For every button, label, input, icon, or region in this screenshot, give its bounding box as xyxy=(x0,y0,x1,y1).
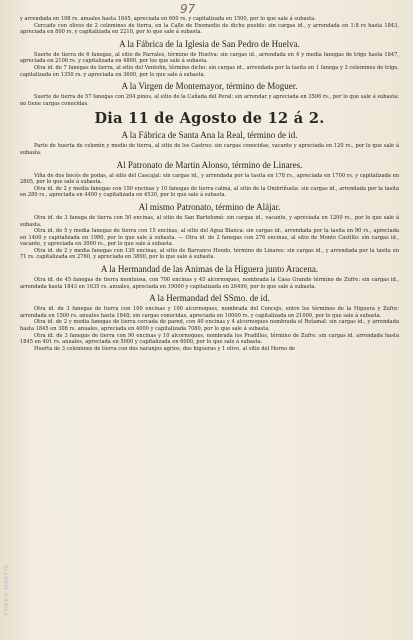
paragraph: Cercado con olivos de 2 celemines de tierra, en la Calle de Ensmedio de dicho pueblo: sin cargas id., y arrendada en 1:8 rs hasta 1843, apreciada en 800 rs. y capitalizada en 2210, por lo que sale á subasta. xyxy=(20,22,399,36)
paragraph: Otra id. de 2 y media fanegas con 150 encinas y 10 fanegas de tierra calma, al sitio de la Ombriñuela: sin cargas id., arrendada por la tasita en 280 rs., apreciada en 4400 y capitalizada en 4530, por lo que sale á subasta. xyxy=(20,185,399,199)
section-heading: A la Hermandad del SSmo. de id. xyxy=(149,293,270,304)
paragraph: Suerte de tierra de 57 fanegas con 204 pinos, al sitio de la Cañada del Peral: sin arrendar y apreciada en 3506 rs., por lo que sale á subasta: no tiene cargas conocidas. xyxy=(20,94,399,107)
paragraph: Otra id. de 45 fanegas de tierra montuosa, con 700 encinas y 45 alcornoques, nombrada la Casa Grande término de Zufre: sin cargas id., arrendada hasta 1843 en 1635 rs. anuales, apreciada en 19000 y capitalizada en 26490, por lo que sale á subasta. xyxy=(20,277,399,290)
paragraph: y arrendada en 108 rs. anuales hasta 1845, apreciada en 600 rs. y capitalizada en 1500, por lo que sale á subasta. xyxy=(20,16,316,22)
paragraph: Otra id. de 2 y media fanegas con 130 encinas, al sitio de Barranco Hondo, término de Linares: sin cargas id., y arrendada por la tasita en 71 rs. capitalizada en 2760, y apreciada en 3800, por lo que sale á subasta. xyxy=(20,247,399,261)
paragraph: Otra id. de 3 fanega de tierra con 50 encinas, al sitio de San Bartolomé: sin cargas id., vacante, y apreciada en 1200 rs., por lo que sale á subasta. xyxy=(20,214,399,228)
paragraph: Otra id. de 5 y media fanegas de tierra con 15 encinas, al sitio del Agua Blanca: sin cargas id., arrendada por la tasita en 90 rs., apreciada en 1400 y capitalizada en 1980, por lo que sale á subasta. — Otra id. de 2 fanegas con 276 encinas, al sitio de Monte Castillo: sin cargas id., vacante, y apreciada en 3000 rs., por lo que sale á subasta. xyxy=(20,228,399,248)
date-heading: Dia 11 de Agosto de 12 á 2. xyxy=(94,110,325,128)
section-heading: Al Patronato de Martin Alonso, término de Linares. xyxy=(116,159,303,170)
folio-number: 97 xyxy=(180,2,196,16)
section-heading: A la Virgen de Montemayor, término de Moguer. xyxy=(121,81,298,92)
archive-stamp: FONDO MARTIN xyxy=(4,563,10,615)
paragraph: Huerta de 3 celemines de tierra con dos naranjos agrios, dos higueras y 1 olivo, al sitio del Horno de xyxy=(34,345,296,352)
paragraph: Otra id. de 7 fanegas de tierra, al sitio del Ventolin, término dicho: sin cargas id., arrendada por la tasita en 1 fanega y 3 celemines de trigo, capitalizada en 1350 rs. y apreciada en 3600, por lo que sale á subasta. xyxy=(20,64,399,78)
section-heading: Al mismo Patronato, término de Alájar. xyxy=(138,201,281,212)
paragraph: Otra id. de 3 fanegas de tierra con 90 encinas y 10 alcornoques, nombrada los Pradillos, término de Zufre: sin cargas id. arrendada hasta 1845 en 401 rs. anuales, apreciada en 5000 y capitalizada en 6000, por lo que sale á subasta. xyxy=(20,332,399,346)
paragraph: Otra id. de 3 fanegas de tierra con 100 encinas y 100 alcornoques, nombrada del Concejo, entre los términos de la Higuera y Zufre: arrendada en 1500 rs. anuales hasta 1848; sin cargas conocidas, apreciada en 10000 rs. y capitalizada en 21000, por lo que sale á subasta. xyxy=(20,306,399,319)
section-heading: A la Fábrica de Santa Ana la Real, término de id. xyxy=(121,130,298,141)
section-heading: A la Fábrica de la Iglesia de San Pedro de Huelva. xyxy=(119,38,300,49)
paragraph: Viña de dos hocés de podas, al sitio del Cascajal: sin cargas id., y arrendada por la tasita en 178 rs., apreciada en 1700 rs. y capitalizada en 2805, por lo que sale á subasta. xyxy=(20,172,399,186)
section-heading: A la Hermandad de las Animas de la Higuera junto Aracena. xyxy=(100,264,319,275)
paragraph: Otra id. de 2 y media fanegas de tierra cercada de pared, con 40 encinas y 4 alcornoques nombrada el Retamal: sin cargas id., y arrendada hasta 1845 en 308 rs. anuales, apreciada en 4000 y capitalizada 7080, por lo que sale á subasta. xyxy=(20,319,399,333)
paragraph: Parte de huerta de celemin y medio de tierra, al sitio de los Castros: sin cargas conocidas, vacante y apreciada en 120 rs., por lo que sale á subasta. xyxy=(20,143,399,156)
paragraph: Suerte de tierra de 6 fanegas, al sitio de Parrales, término de Huelva: sin cargas id., arrendada en 4 y media fanegas de trigo hasta 1847, apreciada en 2100 rs. y capitalizada en 4860, por los que sale á subasta. xyxy=(20,51,399,65)
document-body xyxy=(20,16,399,352)
